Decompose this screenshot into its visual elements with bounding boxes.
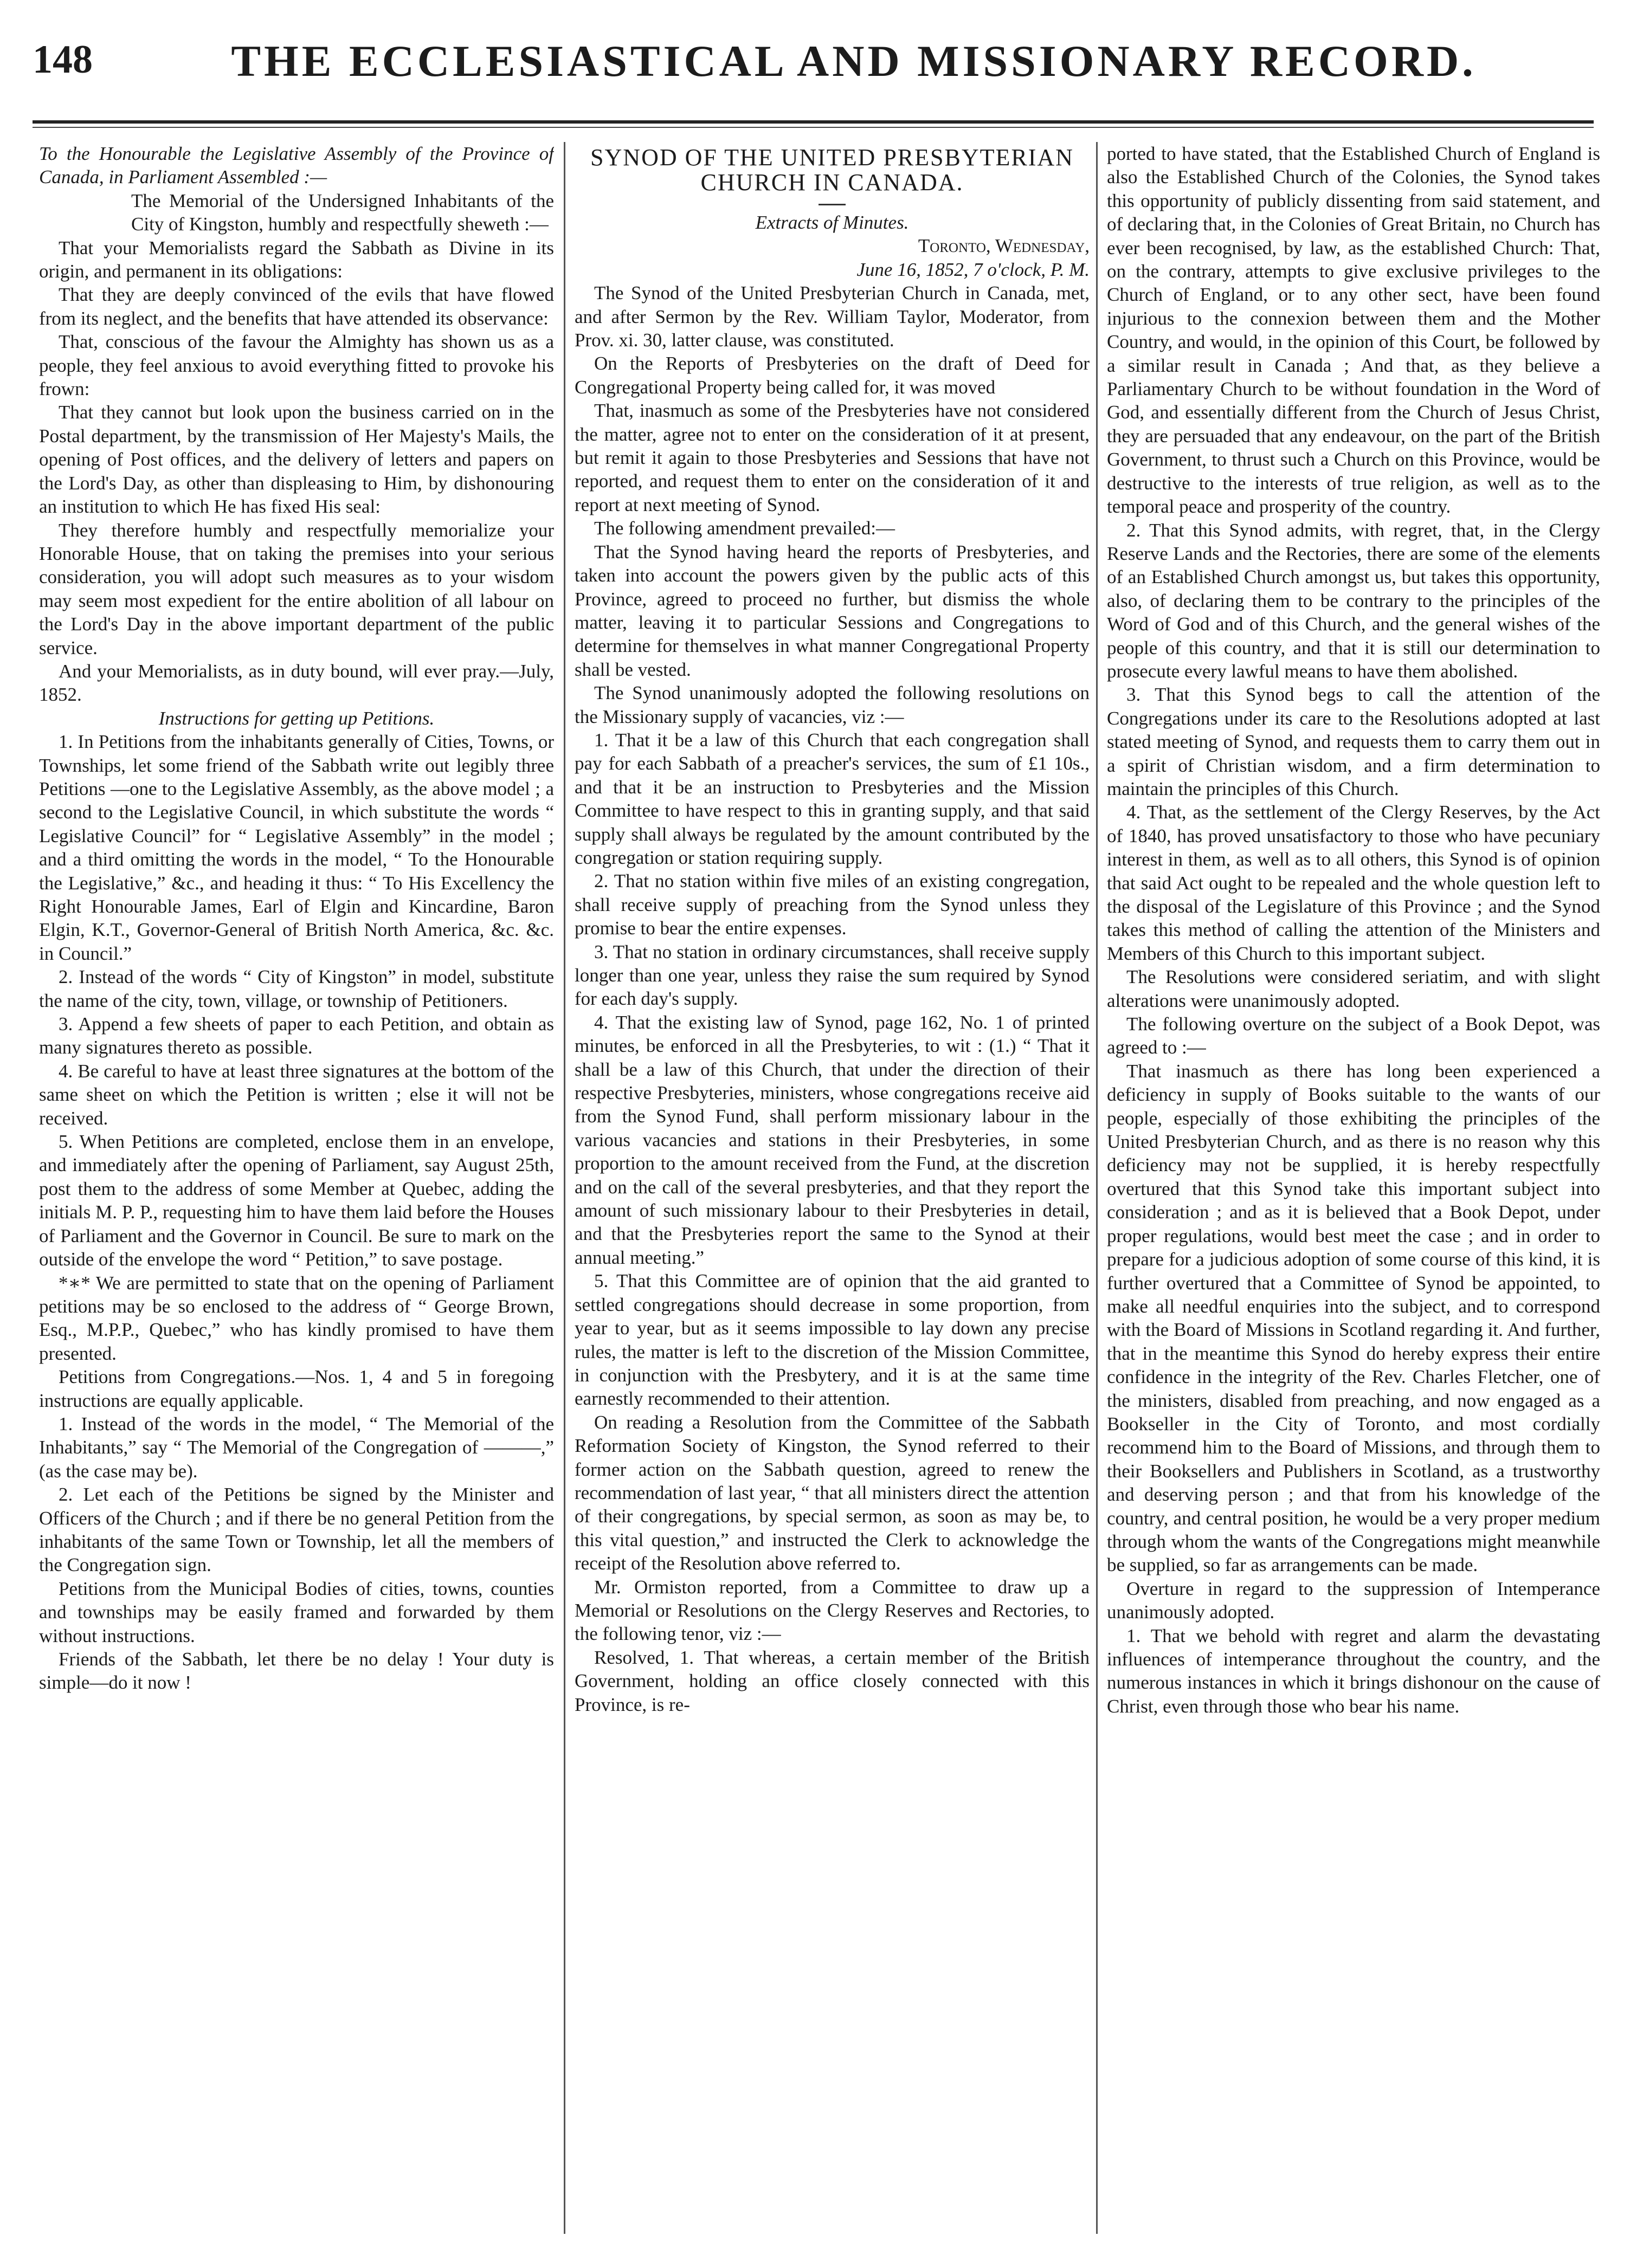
memorial-address: To the Honourable the Legislative Assembly of the Province of Canada, in Parliament Assembled :—	[39, 143, 554, 188]
paragraph: Overture in regard to the suppression of Intemperance unanimously adopted.	[1107, 1578, 1600, 1623]
paragraph: On the Reports of Presbyteries on the draft of Deed for Congregational Property being called for, it was moved	[575, 353, 1090, 398]
column-right	[1107, 142, 1600, 2245]
instruction-item: 3. Append a few sheets of paper to each Petition, and obtain as many signatures thereto as possible.	[39, 1013, 554, 1058]
instruction-item: 2. Instead of the words “ City of Kingston” in model, substitute the name of the city, town, village, or township of Petitioners.	[39, 966, 554, 1011]
paragraph: That inasmuch as there has long been experienced a deficiency in supply of Books suitable to the wants of our people, especially of those exhibiting the principles of the United Presbyterian Church, and as there is no reason why this deficiency may not be supplied, it is hereby respectfully overtured that this Synod take this important subject into consideration ; and as it is believed that a Book Depot, under proper regulations, would best meet the case ; and in order to prepare for a judicious adoption of some course of this kind, it is further overtured that a Committee of Synod be appointed, to make all needful enquiries into the subject, and to correspond with the Board of Missions in Scotland regarding it. And further, that in the meantime this Synod do hereby express their entire confidence in the integrity of the Rev. Charles Fletcher, one of the ministers, disabled from preaching, and now engaged as a Bookseller in the City of Toronto, and most cordially recommend him to the Board of Missions, and through them to their Booksellers and Publishers in Scotland, as a trustworthy and deserving person ; and that from his knowledge of the country, and central position, he would be a very proper medium through whom the wants of the Congregations might meanwhile be supplied, so far as arrangements can be made.	[1107, 1060, 1600, 1576]
paragraph: ported to have stated, that the Established Church of England is also the Established Church of the Colonies, the Synod takes this opportunity of publicly dissenting from said statement, and of declaring that, in the Colonies of Great Britain, no Church has ever been recognised, by law, as the established Church: That, on the contrary, attempts to give exclusive privileges to the Church of England, or to any other sect, have been found injurious to the connexion between them and the Mother Country, and would, in the opinion of this Court, be followed by a similar result in Canada ; And that, as they believe a Parliamentary Church to be without foundation in the Word of God, and essentially different from the Church of Jesus Christ, they are persuaded that any endeavour, on the part of the British Government, to thrust such a Church on this Province, would be destructive to the interests of true religion, as well as to the temporal peace and prosperity of the country.	[1107, 143, 1600, 518]
paragraph: The Resolutions were considered seriatim, and with slight alterations were unanimously adopted.	[1107, 966, 1600, 1011]
paragraph: The Synod of the United Presbyterian Church in Canada, met, and after Sermon by the Rev. William Taylor, Moderator, from Prov. xi. 30, latter clause, was constituted.	[575, 282, 1090, 351]
resolution-item: 4. That the existing law of Synod, page 162, No. 1 of printed minutes, be enforced in all the Presbyteries, to wit : (1.) “ That it shall be a law of this Church, that under the direction of their respective Presbyteries, ministers, whose congregations receive aid from the Synod Fund, shall perform missionary labour in the various vacancies and stations in their Presbyteries, in some proportion to the amount received from the Fund, at the discretion and on the call of the several presbyteries, and that they report the amount of such missionary labour to their Presbyteries in detail, and that the Presbyteries report the same to the Synod at their annual meeting.”	[575, 1011, 1090, 1268]
instruction-item: 4. Be careful to have at least three signatures at the bottom of the same sheet on which the Petition is written ; else it will not be received.	[39, 1060, 554, 1129]
instruction-subhead: Petitions from Congregations.—Nos. 1, 4 and 5 in foregoing instructions are equally applicable.	[39, 1366, 554, 1411]
resolution-item: 2. That no station within five miles of an existing congregation, shall receive supply of preaching from the Synod unless they promise to bear the entire expenses.	[575, 870, 1090, 939]
paragraph: On reading a Resolution from the Committee of the Sabbath Reformation Society of Kingston, the Synod referred to their former action on the Sabbath question, agreed to renew the recommendation of last year, “ that all ministers direct the attention of their congregations, by special sermon, as soon as may be, to this vital question,” and instructed the Clerk to acknowledge the receipt of the Resolution above referred to.	[575, 1411, 1090, 1574]
resolution-item: 5. That this Committee are of opinion that the aid granted to settled congregations should decrease in some proportion, from year to year, but as it seems impossible to lay down any precise rules, the matter is left to the discretion of the Mission Committee, in conjunction with the Presbytery, and it is at the same time earnestly recommended to their attention.	[575, 1270, 1090, 1410]
paragraph: Petitions from the Municipal Bodies of cities, towns, counties and townships may be easily framed and forwarded by them without instructions.	[39, 1578, 554, 1646]
paragraph: Resolved, 1. That whereas, a certain member of the British Government, holding an office closely connected with this Province, is re-	[575, 1646, 1090, 1715]
memorial-intro: The Memorial of the Undersigned Inhabitants of the City of Kingston, humbly and respectfully sheweth :—	[131, 190, 554, 235]
paragraph: The following overture on the subject of a Book Depot, was agreed to :—	[1107, 1013, 1600, 1058]
paragraph: That, conscious of the favour the Almighty has shown us as a people, they feel anxious to avoid everything fitted to provoke his frown:	[39, 331, 554, 400]
resolution-item: 1. That it be a law of this Church that each congregation shall pay for each Sabbath of a preacher's services, the sum of £1 10s., and that it be an instruction to Presbyteries and the Mission Committee to have respect to this in granting supply, and that said supply shall always be regulated by the amount contributed by the congregation or station requiring supply.	[575, 729, 1090, 868]
resolution-item: 3. That no station in ordinary circumstances, shall receive supply longer than one year, unless they raise the sum required by Synod for each day's supply.	[575, 941, 1090, 1010]
column-middle	[575, 142, 1090, 2245]
paragraph: That your Memorialists regard the Sabbath as Divine in its origin, and permanent in its obligations:	[39, 237, 554, 282]
paragraph: That the Synod having heard the reports of Presbyteries, and taken into account the powers given by the public acts of this Province, agreed to proceed no further, but dismiss the whole matter, leaving it to particular Sessions and Congregations to determine for themselves in what manner Congregational Property shall be vested.	[575, 541, 1090, 680]
column-divider	[1096, 142, 1098, 2234]
instruction-item: 2. Let each of the Petitions be signed by the Minister and Officers of the Church ; and if there be no general Petition from the inhabitants of the same Town or Township, let all the members of the Congregation sign.	[39, 1484, 554, 1576]
instruction-note: *∗* We are permitted to state that on the opening of Parliament petitions may be so enclosed to the address of “ George Brown, Esq., M.P.P., Quebec,” who has kindly promised to have them presented.	[39, 1272, 554, 1364]
section-heading: Instructions for getting up Petitions.	[158, 707, 435, 729]
header-rule	[33, 120, 1594, 124]
paragraph: That they are deeply convinced of the evils that have flowed from its neglect, and the benefits that have attended its observance:	[39, 284, 554, 329]
article-subtitle: Extracts of Minutes.	[755, 212, 909, 233]
instruction-item: 5. When Petitions are completed, enclose them in an envelope, and immediately after the opening of Parliament, say August 25th, post them to the address of some Member at Quebec, adding the initials M. P. P., requesting him to have them laid before the Houses of Parliament and the Governor in Council. Be sure to mark on the outside of the envelope the word “ Petition,” to save postage.	[39, 1131, 554, 1270]
paragraph: That, inasmuch as some of the Presbyteries have not considered the matter, agree not to enter on the consideration of it at present, but remit it again to those Presbyteries and Sessions that have not reported, and request them to enter on the consideration of it and report at next meeting of Synod.	[575, 400, 1090, 515]
instruction-item: 1. In Petitions from the inhabitants generally of Cities, Towns, or Townships, let some friend of the Sabbath write out legibly three Petitions —one to the Legislative Assembly, as the above model ; a second to the Legislative Council, in which substitute the words “ Legislative Council” for “ Legislative Assembly” in the model ; and a third omitting the words in the model, “ To the Honourable the Legislative,” &c., and heading it thus: “ To His Excellency the Right Honourable James, Earl of Elgin and Kincardine, Baron Elgin, K.T., Governor-General of British North America, &c. &c. in Council.”	[39, 731, 554, 964]
closing-exhortation: Friends of the Sabbath, let there be no delay ! Your duty is simple—do it now !	[39, 1649, 554, 1694]
article-title: SYNOD OF THE UNITED PRESBYTERIAN CHURCH IN CANADA.	[590, 144, 1074, 196]
resolution-item: 2. That this Synod admits, with regret, that, in the Clergy Reserve Lands and the Rectories, there are some of the elements of an Established Church amongst us, but takes this opportunity, also, of declaring them to be contrary to the principles of the Word of God and of this Church, and the general wishes of the people of this country, and that it is still our determination to prosecute every lawful means to have them abolished.	[1107, 519, 1600, 682]
paragraph: The Synod unanimously adopted the following resolutions on the Missionary supply of vacancies, viz :—	[575, 682, 1090, 727]
dateline-place: Toronto, Wednesday,	[918, 235, 1090, 257]
running-title: THE ECCLESIASTICAL AND MISSIONARY RECORD.	[231, 36, 1477, 86]
page-header	[33, 26, 1594, 107]
resolution-item: 3. That this Synod begs to call the attention of the Congregations under its care to the Resolutions adopted at last stated meeting of Synod, and requests them to carry them out in a spirit of Christian wisdom, and a firm determination to maintain the principles of this Church.	[1107, 684, 1600, 799]
dateline-date: June 16, 1852, 7 o'clock, P. M.	[856, 259, 1090, 280]
paragraph: That they cannot but look upon the business carried on in the Postal department, by the transmission of Her Majesty's Mails, the opening of Post offices, and the delivery of letters and papers on the Lord's Day, as other than displeasing to Him, by dishonouring an institution to which He has fixed His seal:	[39, 402, 554, 518]
resolution-item: 4. That, as the settlement of the Clergy Reserves, by the Act of 1840, has proved unsatisfactory to those who have pecuniary interest in them, as well as to all others, this Synod is of opinion that said Act ought to be repealed and the whole question left to the disposal of the Legislature of this Province ; and the Synod takes this method of calling the attention of the Ministers and Members of this Church to this important subject.	[1107, 802, 1600, 964]
paragraph: The following amendment prevailed:—	[594, 518, 895, 539]
paragraph: They therefore humbly and respectfully memorialize your Honorable House, that on taking the premises into your serious consideration, you will adopt such measures as to your wisdom may seem most expedient for the entire abolition of all labour on the Lord's Day in the above important department of the public service.	[39, 519, 554, 658]
column-left	[39, 142, 554, 2245]
header-rule-thin	[33, 127, 1594, 128]
resolution-item: 1. That we behold with regret and alarm the devastating influences of intemperance throughout the country, and the numerous instances in which it brings dishonour on the cause of Christ, even through those who bear his name.	[1107, 1625, 1600, 1717]
title-dash	[819, 204, 846, 205]
page-number: 148	[33, 37, 93, 82]
column-divider	[564, 142, 565, 2234]
paragraph: And your Memorialists, as in duty bound, will ever pray.—July, 1852.	[39, 660, 554, 706]
instruction-item: 1. Instead of the words in the model, “ The Memorial of the Inhabitants,” say “ The Memorial of the Congregation of ———,” (as the case may be).	[39, 1413, 554, 1482]
paragraph: Mr. Ormiston reported, from a Committee to draw up a Memorial or Resolutions on the Clergy Reserves and Rectories, to the following tenor, viz :—	[575, 1576, 1090, 1645]
